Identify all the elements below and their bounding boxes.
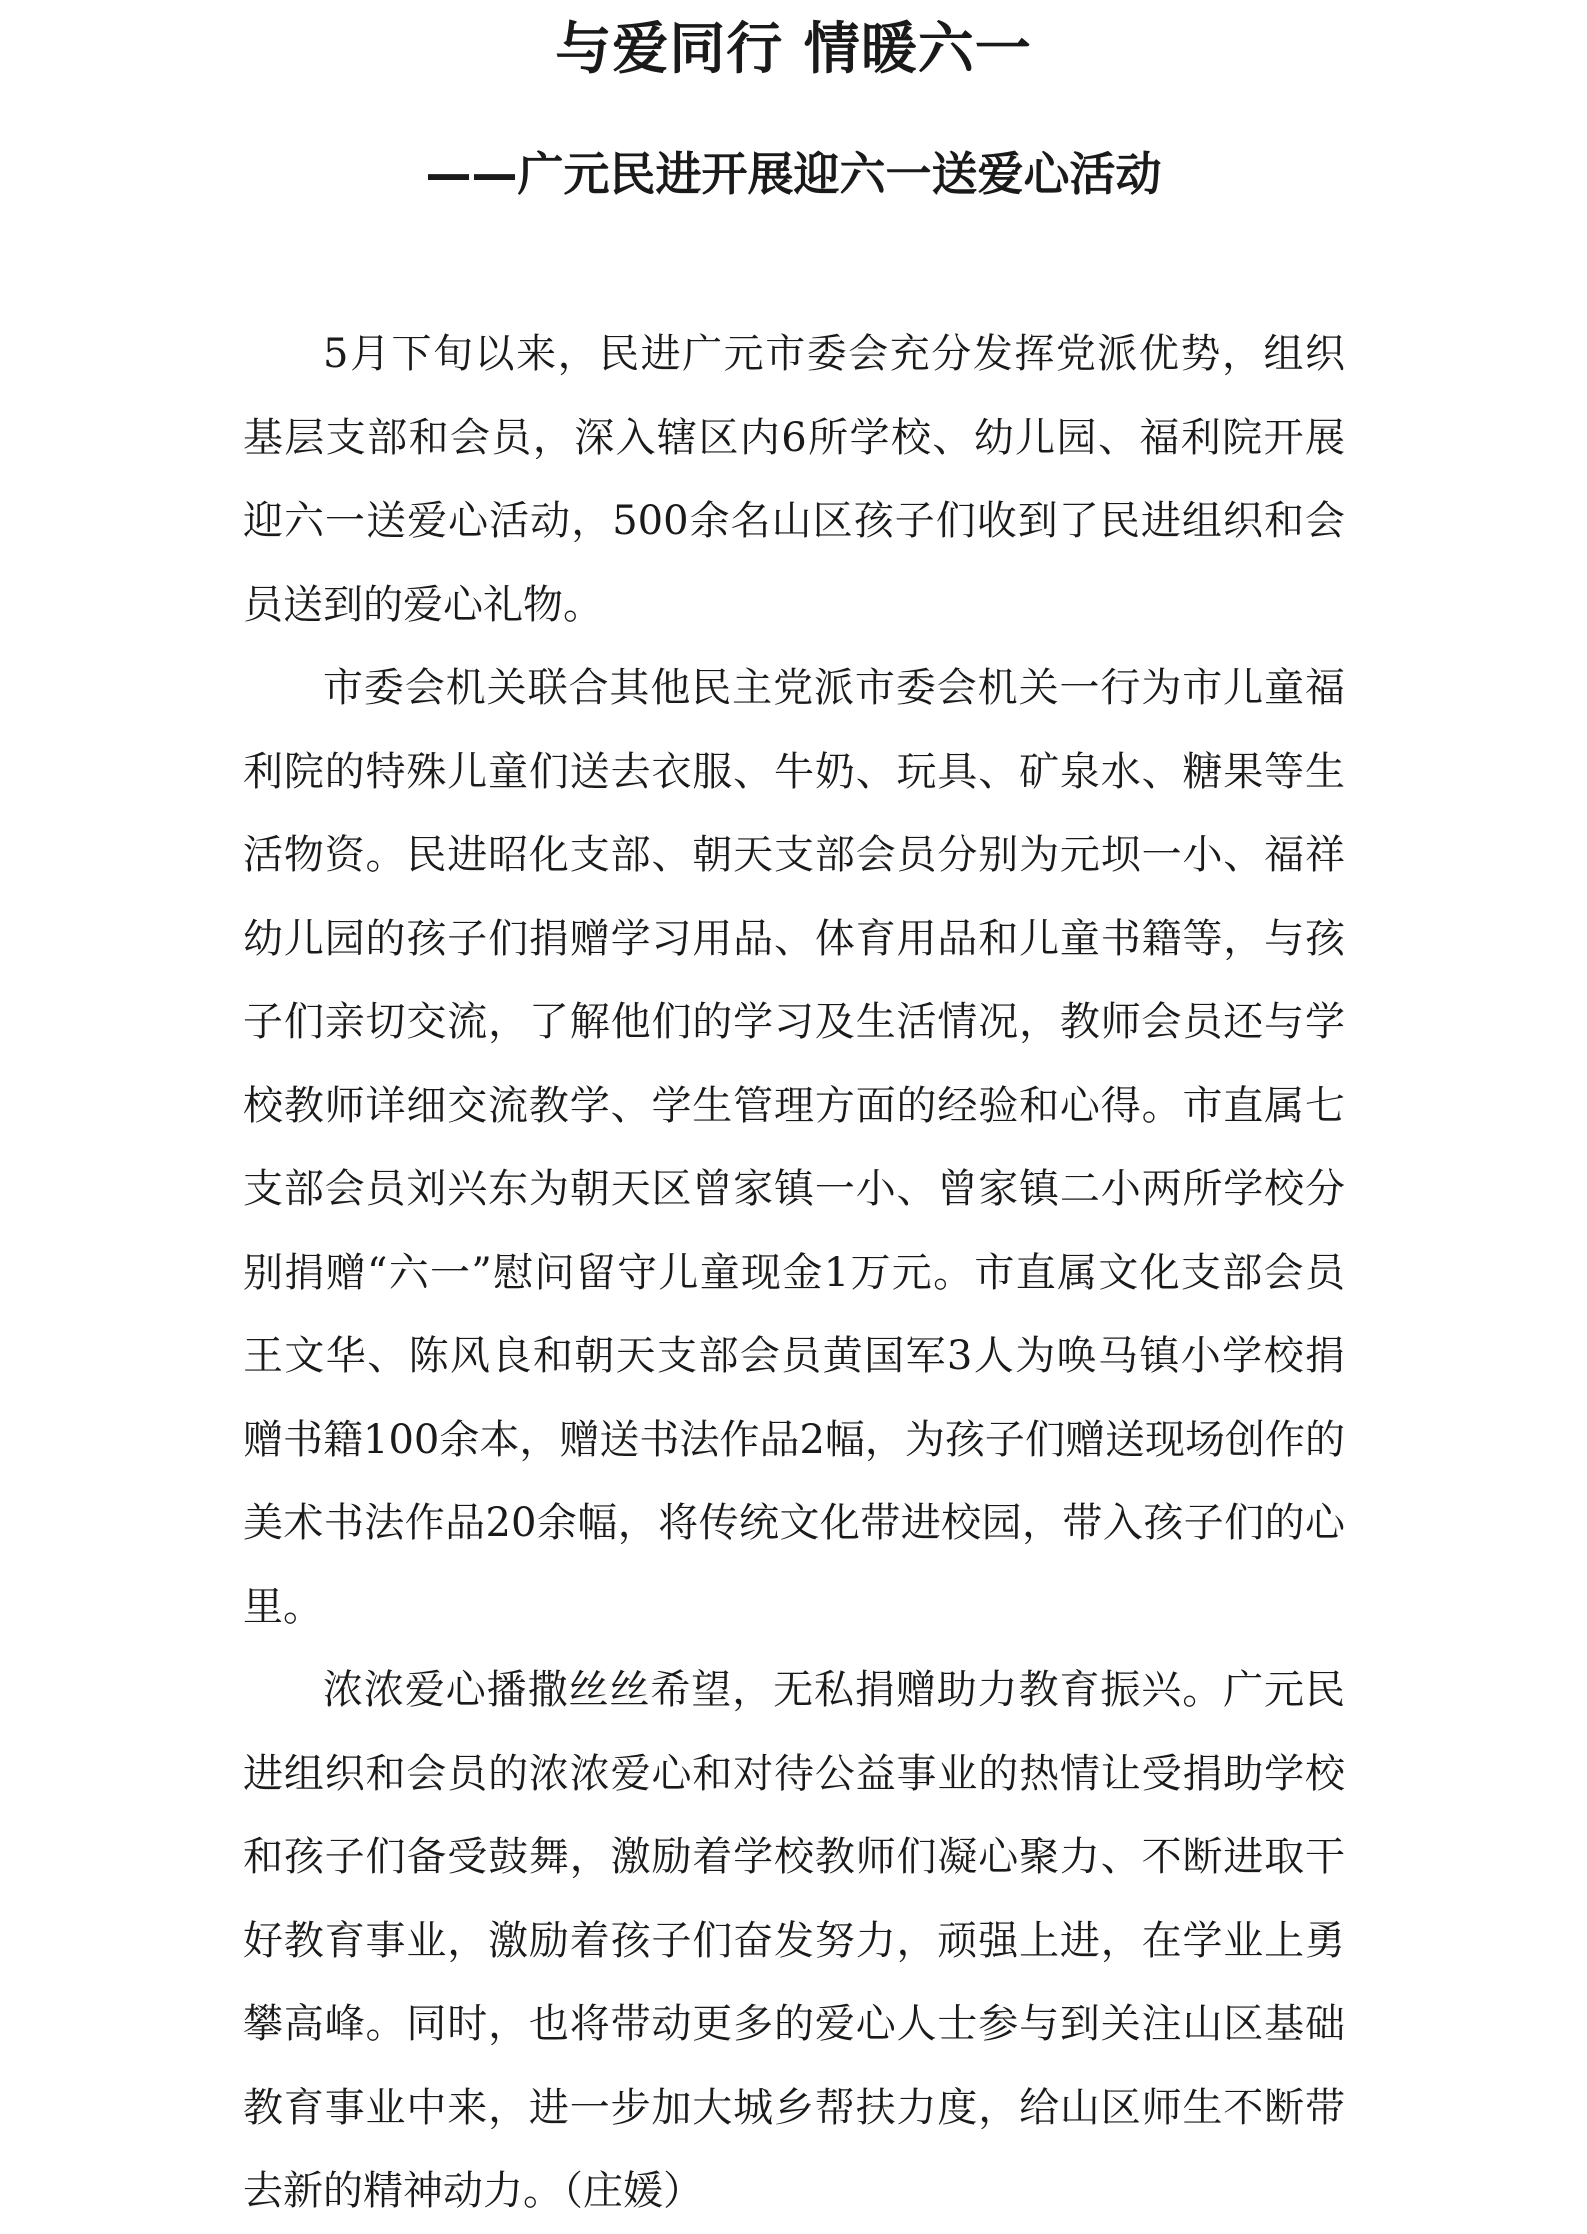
article-subtitle: ——广元民进开展迎六一送爱心活动	[425, 147, 1162, 201]
paragraph-1: 5月下旬以来，民进广元市委会充分发挥党派优势，组织基层支部和会员，深入辖区内6所学校、幼儿园、福利院开展迎六一送爱心活动，500余名山区孩子们收到了民进组织和会员送到的爱心礼物。	[243, 331, 1345, 628]
paragraph-3: 浓浓爱心播撒丝丝希望，无私捐赠助力教育振兴。广元民进组织和会员的浓浓爱心和对待公益事业的热情让受捐助学校和孩子们备受鼓舞，激励着学校教师们凝心聚力、不断进取干好教育事业，激励着孩子们奋发努力，顽强上进，在学业上勇攀高峰。同时，也将带动更多的爱心人士参与到关注山区基础教育事业中来，进一步加大城乡帮扶力度，给山区师生不断带去新的精神动力。（庄媛）	[243, 1667, 1345, 2214]
article-body	[243, 313, 1345, 2234]
paragraph-2: 市委会机关联合其他民主党派市委会机关一行为市儿童福利院的特殊儿童们送去衣服、牛奶、玩具、矿泉水、糖果等生活物资。民进昭化支部、朝天支部会员分别为元坝一小、福祥幼儿园的孩子们捐赠学习用品、体育用品和儿童书籍等，与孩子们亲切交流，了解他们的学习及生活情况，教师会员还与学校教师详细交流教学、学生管理方面的经验和心得。市直属七支部会员刘兴东为朝天区曾家镇一小、曾家镇二小两所学校分别捐赠“六一”慰问留守儿童现金1万元。市直属文化支部会员王文华、陈风良和朝天支部会员黄国军3人为唤马镇小学校捐赠书籍100余本，赠送书法作品2幅，为孩子们赠送现场创作的美术书法作品20余幅，将传统文化带进校园，带入孩子们的心里。	[243, 665, 1345, 1630]
article-title: 与爱同行 情暖六一	[555, 17, 1032, 82]
